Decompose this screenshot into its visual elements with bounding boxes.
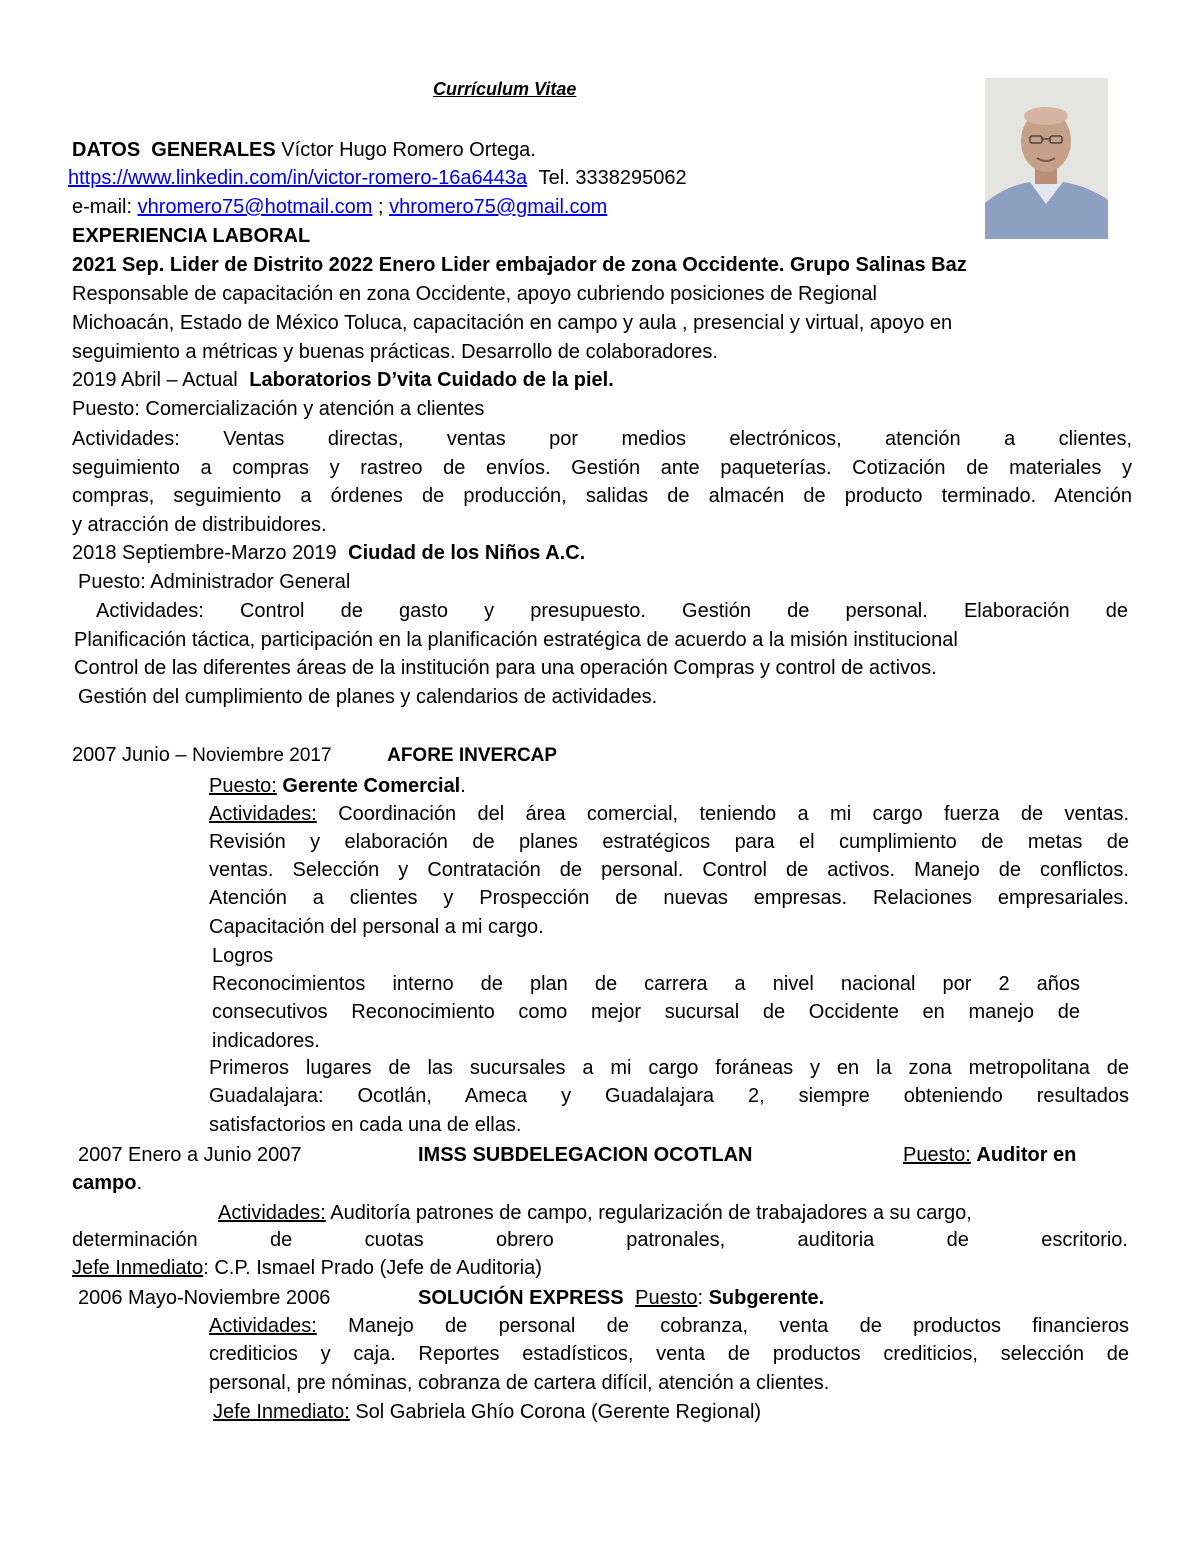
email-label: e-mail: <box>72 196 133 218</box>
job2-company: Laboratorios D’vita Cuidado de la piel. <box>249 369 614 391</box>
job4-position <box>209 774 466 798</box>
job4-text-line: Revisión y elaboración de planes estratégicos para el cumplimiento de metas de <box>209 831 1129 853</box>
job4-text-line <box>209 800 1129 829</box>
job5-supervisor-label: Jefe Inmediato <box>72 1257 204 1279</box>
job5-text-line <box>213 1201 972 1225</box>
job5-text-line: determinación de cuotas obrero patronales, auditoria de escritorio. <box>72 1229 1128 1251</box>
email-hotmail-link[interactable]: vhromero75@hotmail.com <box>137 196 373 218</box>
job3-text-line: Actividades: Control de gasto y presupuesto. Gestión de personal. Elaboración de <box>96 600 1128 622</box>
job6-company: SOLUCIÓN EXPRESS <box>418 1287 624 1309</box>
job4-text-line: Atención a clientes y Prospección de nuevas empresas. Relaciones empresariales. <box>209 887 1129 909</box>
email-line <box>72 195 607 219</box>
job4-date-start: 2007 Junio – <box>72 744 187 766</box>
job6-position-colon: : <box>697 1287 703 1309</box>
job3-text-line: Planificación táctica, participación en la planificación estratégica de acuerdo a la misión institucional <box>74 629 958 651</box>
job4-activities-label: Actividades: <box>209 803 317 825</box>
job3-position: Puesto: Administrador General <box>78 571 351 593</box>
job4-activities-text: Coordinación del área comercial, teniendo a mi cargo fuerza de ventas. <box>338 803 1130 825</box>
job1-text-line: Responsable de capacitación en zona Occidente, apoyo cubriendo posiciones de Regional <box>72 283 877 305</box>
job4-achievement-line: indicadores. <box>212 1030 320 1052</box>
job3-text-line: Control de las diferentes áreas de la institución para una operación Compras y control de activos. <box>74 657 937 679</box>
job4-achievement-line: satisfactorios en cada una de ellas. <box>209 1114 522 1136</box>
job6-supervisor-label: Jefe Inmediato: <box>213 1401 350 1423</box>
document-title: Currículum Vitae <box>433 79 577 99</box>
job4-heading <box>72 743 557 768</box>
job4-date-end: Noviembre 2017 <box>192 745 332 766</box>
job4-company: AFORE INVERCAP <box>387 745 558 766</box>
job3-company: Ciudad de los Niños A.C. <box>348 542 586 564</box>
email-gmail-link[interactable]: vhromero75@gmail.com <box>389 196 608 218</box>
job4-text-line: Capacitación del personal a mi cargo. <box>209 916 544 938</box>
experience-heading: EXPERIENCIA LABORAL <box>72 225 311 247</box>
phone: Tel. 3338295062 <box>538 167 687 189</box>
job6-date: 2006 Mayo-Noviembre 2006 <box>78 1287 331 1309</box>
job5-date: 2007 Enero a Junio 2007 <box>78 1144 302 1166</box>
job6-supervisor <box>213 1400 761 1424</box>
job5-activities-text: Auditoría patrones de campo, regularización de trabajadores a su cargo, <box>330 1202 972 1224</box>
job4-achievement-line: consecutivos Reconocimiento como mejor sucursal de Occidente en manejo de <box>212 1001 1080 1023</box>
job5-position <box>903 1143 1076 1167</box>
job3-heading <box>72 541 585 565</box>
job5-supervisor-value: : C.P. Ismael Prado (Jefe de Auditoria) <box>203 1257 542 1279</box>
job6-activities-label: Actividades: <box>209 1315 317 1337</box>
job1-heading: 2021 Sep. Lider de Distrito 2022 Enero Lider embajador de zona Occidente. Grupo Salinas Baz <box>72 254 967 276</box>
job4-position-value: Gerente Comercial <box>282 775 461 797</box>
job1-text-line: seguimiento a métricas y buenas prácticas. Desarrollo de colaboradores. <box>72 341 718 363</box>
general-data-line <box>72 138 536 162</box>
job4-achievement-line: Reconocimientos interno de plan de carrera a nivel nacional por 2 años <box>212 973 1080 995</box>
job4-position-label: Puesto: <box>209 775 277 797</box>
job2-date: 2019 Abril – Actual <box>72 369 238 391</box>
linkedin-link[interactable]: https://www.linkedin.com/in/victor-romero-16a6443a <box>68 167 528 189</box>
job5-position-label: Puesto: <box>903 1144 971 1166</box>
profile-photo <box>985 78 1108 239</box>
job2-text-line: y atracción de distribuidores. <box>72 514 327 536</box>
job5-position-cont <box>72 1171 142 1195</box>
job4-text-line: ventas. Selección y Contratación de personal. Control de activos. Manejo de conflictos. <box>209 859 1129 881</box>
job2-position: Puesto: Comercialización y atención a clientes <box>72 398 485 420</box>
job1-text-line: Michoacán, Estado de México Toluca, capacitación en campo y aula , presencial y virtual, apoyo en <box>72 312 953 334</box>
job5-position-value-cont: campo <box>72 1172 137 1194</box>
job6-text-line: crediticios y caja. Reportes estadísticos, venta de productos crediticios, selección de <box>209 1343 1129 1365</box>
job6-activities-text: Manejo de personal de cobranza, venta de productos financieros <box>348 1315 1129 1337</box>
job5-position-value: Auditor en <box>976 1144 1077 1166</box>
job6-position-value: Subgerente. <box>708 1287 825 1309</box>
general-data-label: DATOS GENERALES <box>72 139 276 161</box>
job2-text-line: Actividades: Ventas directas, ventas por medios electrónicos, atención a clientes, <box>72 428 1132 450</box>
email-separator: ; <box>377 196 384 218</box>
job2-text-line: compras, seguimiento a órdenes de producción, salidas de almacén de producto terminado. Atención <box>72 485 1132 507</box>
job6-position-label: Puesto <box>635 1287 698 1309</box>
contact-line <box>68 166 687 190</box>
full-name: Víctor Hugo Romero Ortega. <box>281 139 536 161</box>
job2-heading <box>72 368 614 392</box>
job5-supervisor <box>72 1256 542 1280</box>
person-photo-icon <box>985 78 1108 239</box>
job6-text-line: personal, pre nóminas, cobranza de cartera difícil, atención a clientes. <box>209 1372 830 1394</box>
job6-supervisor-value: Sol Gabriela Ghío Corona (Gerente Regional) <box>355 1401 762 1423</box>
job6-company-position <box>418 1286 824 1310</box>
job4-position-end: . <box>460 775 466 797</box>
job5-company: IMSS SUBDELEGACION OCOTLAN <box>418 1144 753 1166</box>
job4-achievement-line: Primeros lugares de las sucursales a mi cargo foráneas y en la zona metropolitana de <box>209 1057 1129 1079</box>
job2-text-line: seguimiento a compras y rastreo de envíos. Gestión ante paqueterías. Cotización de materiales y <box>72 457 1132 479</box>
job3-text-line: Gestión del cumplimiento de planes y calendarios de actividades. <box>78 686 658 708</box>
job6-text-line <box>209 1312 1129 1341</box>
job4-achievement-line: Guadalajara: Ocotlán, Ameca y Guadalajara 2, siempre obteniendo resultados <box>209 1085 1129 1107</box>
job5-position-end: . <box>136 1172 143 1194</box>
job4-achievements-heading: Logros <box>212 945 274 967</box>
job5-activities-label: Actividades: <box>218 1202 326 1224</box>
job3-date: 2018 Septiembre-Marzo 2019 <box>72 542 337 564</box>
